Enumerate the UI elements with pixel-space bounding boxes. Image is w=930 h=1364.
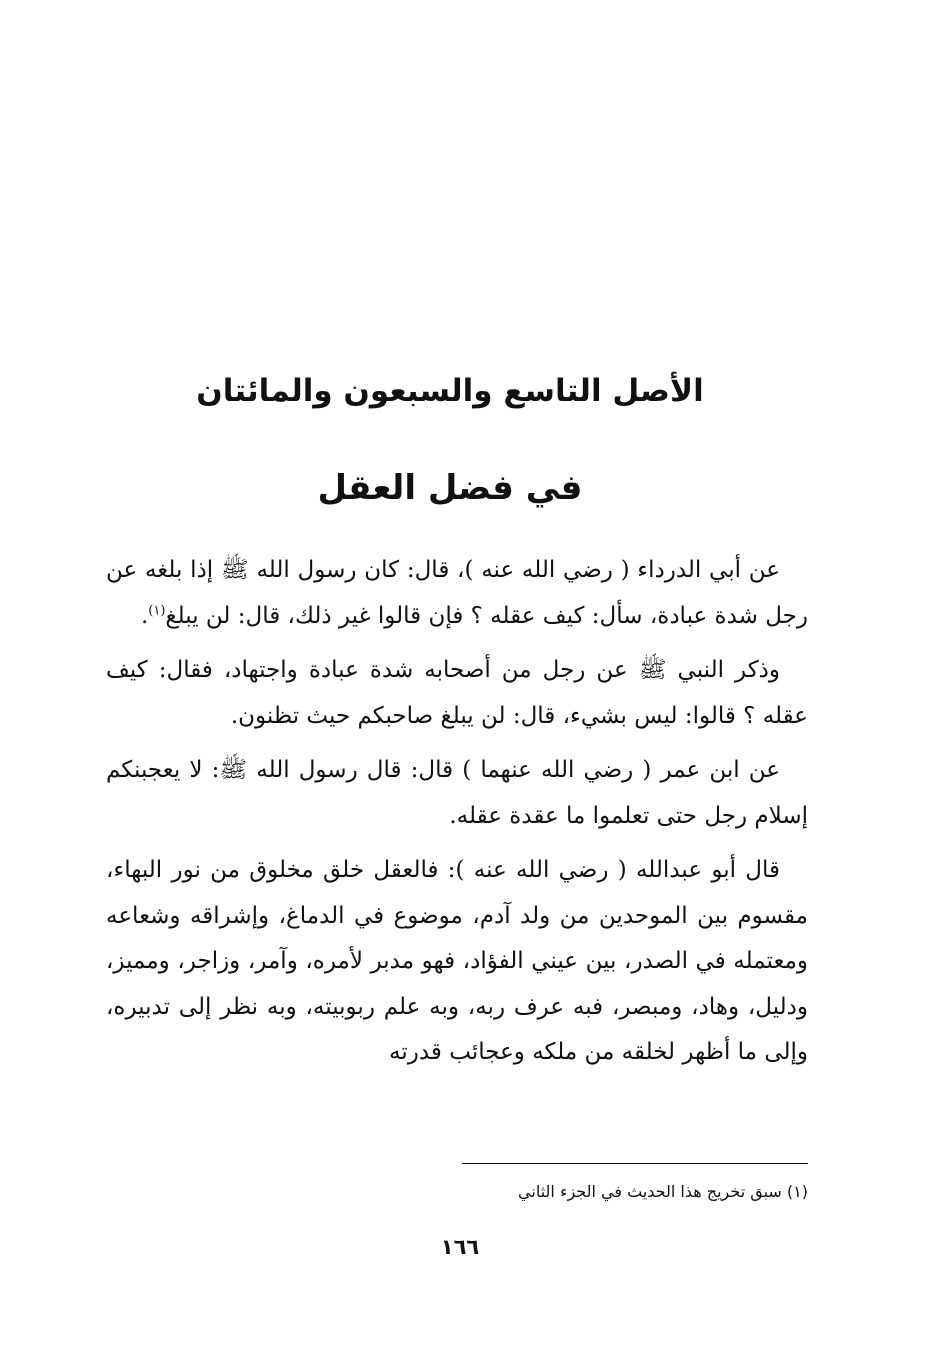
paragraph-1-text: عن أبي الدرداء ( رضي الله عنه )، قال: كان رسول الله ﷺ إذا بلغه عن رجل شدة عبادة، سأل: كيف عقله ؟ فإن قالوا غير ذلك، قال: لن يبلغ	[106, 557, 808, 629]
body-text	[106, 548, 808, 1085]
chapter-title: الأصل التاسع والسبعون والمائتان	[196, 373, 704, 409]
paragraph-2: وذكر النبي ﷺ عن رجل من أصحابه شدة عبادة واجتهاد، فقال: كيف عقله ؟ قالوا: ليس بشيء، قال: لن يبلغ صاحبكم حيث تظنون.	[106, 657, 808, 729]
paragraph-1-tail: .	[140, 602, 149, 629]
paragraph-4: قال أبو عبدالله ( رضي الله عنه ): فالعقل خلق مخلوق من نور البهاء، مقسوم بين الموحدين من ولد آدم، موضوع في الدماغ، وإشراقه وشعاعه ومعتمله في الصدر، بين عيني الفؤاد، فهو مدبر لأمره، وآمر، وزاجر، ومميز، ودليل، وهاد، ومبصر، فبه عرف ربه، وبه علم ربوبيته، وبه نظر إلى تدبيره، وإلى ما أظهر لخلقه من ملكه وعجائب قدرته	[106, 857, 808, 1065]
footnote-reference: (١)	[148, 602, 166, 618]
footnote-divider	[462, 1163, 808, 1164]
paragraph-3: عن ابن عمر ( رضي الله عنهما ) قال: قال رسول الله ﷺ: لا يعجبنكم إسلام رجل حتى تعلموا ما عقدة عقله.	[106, 757, 808, 829]
paragraph-1	[106, 548, 808, 639]
page-number: ١٦٦	[440, 1235, 480, 1259]
footnote: (١) سبق تخريج هذا الحديث في الجزء الثاني	[518, 1182, 808, 1201]
chapter-subtitle: في فضل العقل	[317, 468, 583, 508]
